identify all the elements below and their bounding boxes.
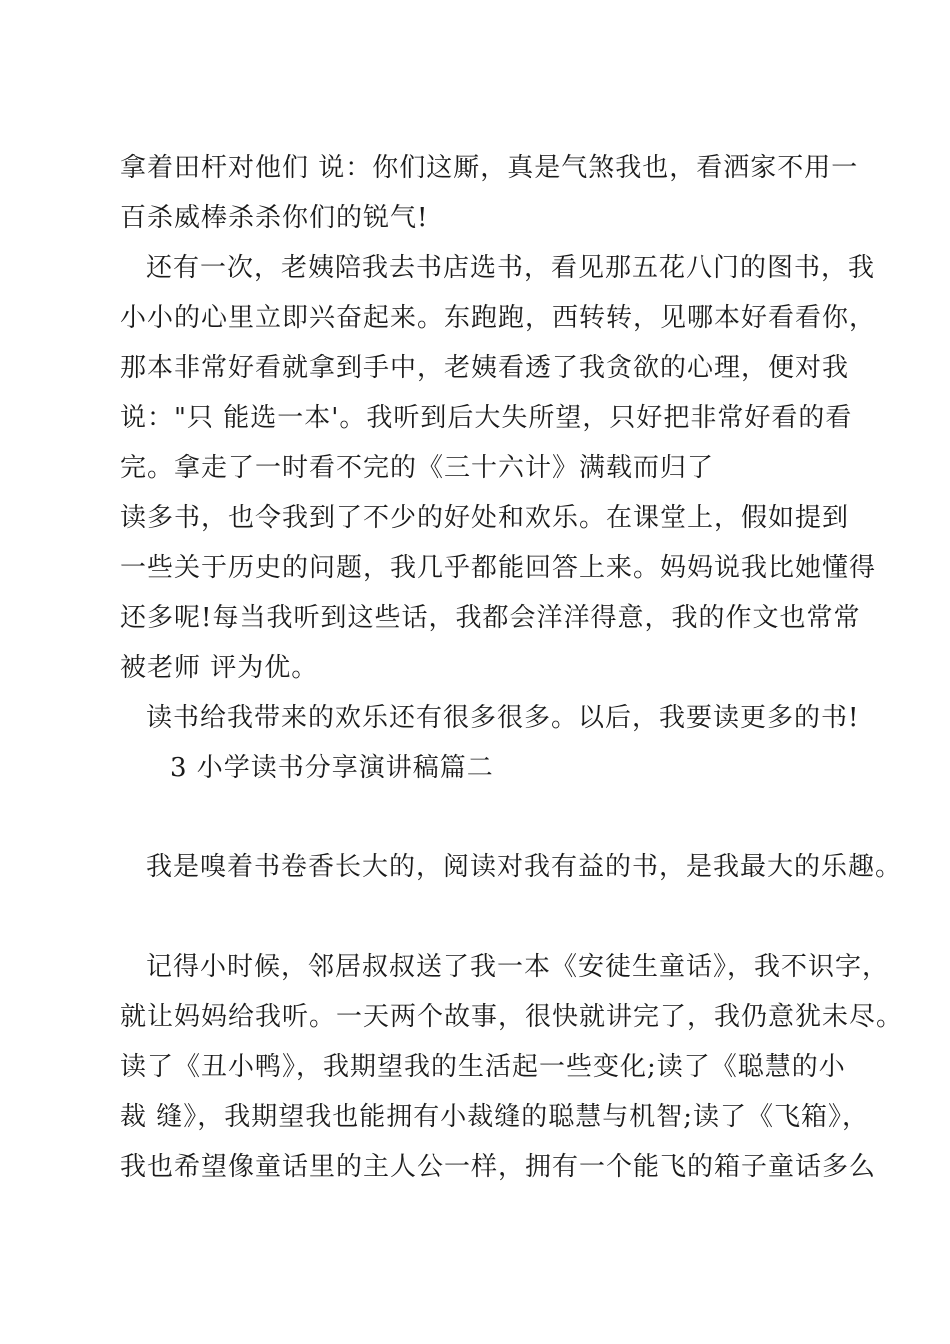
- text-line: 说："只 能选一本'。我听到后大失所望，只好把非常好看的看: [120, 403, 853, 433]
- text-line: 就让妈妈给我听。一天两个故事，很快就讲完了，我仍意犹未尽。: [120, 1002, 904, 1032]
- text-line: 裁 缝》，我期望我也能拥有小裁缝的聪慧与机智;读了《飞箱》，: [120, 1102, 870, 1132]
- text-line: 我是嗅着书卷香长大的，阅读对我有益的书，是我最大的乐趣。: [146, 852, 903, 882]
- text-line: 我也希望像童话里的主人公一样，拥有一个能飞的箱子童话多么: [120, 1152, 877, 1182]
- text-line: 记得小时候，邻居叔叔送了我一本《安徒生童话》，我不识字，: [146, 952, 890, 982]
- text-line: 被老师 评为优。: [120, 653, 319, 683]
- text-line: 还有一次，老姨陪我去书店选书，看见那五花八门的图书，我: [146, 253, 876, 283]
- text-line: 完。拿走了一时看不完的《三十六计》满载而归了: [120, 453, 715, 483]
- text-line: 读了《丑小鸭》，我期望我的生活起一些变化;读了《聪慧的小: [120, 1052, 846, 1082]
- text-line: 还多呢!每当我听到这些话，我都会洋洋得意，我的作文也常常: [120, 603, 861, 633]
- text-line: 那本非常好看就拿到手中，老姨看透了我贪欲的心理，便对我: [120, 353, 850, 383]
- section-heading: 3 小学读书分享演讲稿篇二: [170, 753, 494, 783]
- text-line: 百杀威棒杀杀你们的锐气!: [120, 203, 429, 233]
- text-line: 一些关于历史的问题，我几乎都能回答上来。妈妈说我比她懂得: [120, 553, 877, 583]
- text-line: 拿着田杆对他们 说：你们这厮，真是气煞我也，看洒家不用一: [120, 153, 859, 183]
- text-line: 读多书，也令我到了不少的好处和欢乐。在课堂上，假如提到: [120, 503, 850, 533]
- text-line: 读书给我带来的欢乐还有很多很多。以后，我要读更多的书!: [146, 703, 860, 733]
- text-line: 小小的心里立即兴奋起来。东跑跑，西转转，见哪本好看看你，: [120, 303, 877, 333]
